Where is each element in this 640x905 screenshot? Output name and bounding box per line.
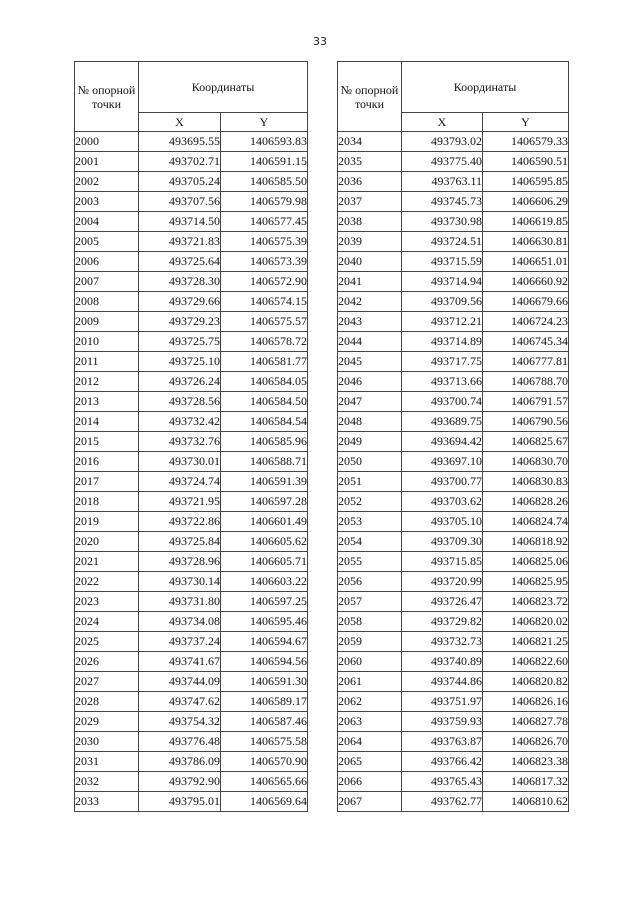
point-number-cell: 2052 (338, 492, 402, 512)
y-coordinate-cell: 1406581.77 (221, 352, 308, 372)
y-coordinate-cell: 1406572.90 (221, 272, 308, 292)
table-row (75, 752, 308, 772)
point-number-cell: 2062 (338, 692, 402, 712)
point-number-cell: 2029 (75, 712, 139, 732)
point-number-cell: 2000 (75, 132, 139, 152)
point-number-cell: 2067 (338, 792, 402, 812)
table-row (75, 652, 308, 672)
point-number-cell: 2002 (75, 172, 139, 192)
y-coordinate-cell: 1406826.70 (483, 732, 569, 752)
table-row (75, 792, 308, 812)
point-number-cell: 2021 (75, 552, 139, 572)
y-coordinate-cell: 1406651.01 (483, 252, 569, 272)
y-coordinate-cell: 1406570.90 (221, 752, 308, 772)
x-coordinate-cell: 493737.24 (139, 632, 221, 652)
x-coordinate-cell: 493722.86 (139, 512, 221, 532)
point-number-cell: 2049 (338, 432, 402, 452)
point-number-cell: 2034 (338, 132, 402, 152)
x-coordinate-cell: 493724.51 (402, 232, 483, 252)
y-coordinate-cell: 1406565.66 (221, 772, 308, 792)
x-coordinate-cell: 493700.74 (402, 392, 483, 412)
y-coordinate-cell: 1406594.67 (221, 632, 308, 652)
table-row (75, 312, 308, 332)
x-coordinate-cell: 493728.96 (139, 552, 221, 572)
y-coordinate-cell: 1406660.92 (483, 272, 569, 292)
y-coordinate-cell: 1406724.23 (483, 312, 569, 332)
table-row (75, 632, 308, 652)
table-row (338, 572, 569, 592)
x-coordinate-cell: 493729.23 (139, 312, 221, 332)
x-coordinate-cell: 493707.56 (139, 192, 221, 212)
y-coordinate-cell: 1406597.25 (221, 592, 308, 612)
table-row (338, 732, 569, 752)
y-coordinate-cell: 1406579.33 (483, 132, 569, 152)
table-row (338, 252, 569, 272)
table-row (338, 312, 569, 332)
table-row (75, 452, 308, 472)
x-coordinate-cell: 493700.77 (402, 472, 483, 492)
y-coordinate-cell: 1406777.81 (483, 352, 569, 372)
x-coordinate-cell: 493751.97 (402, 692, 483, 712)
table-row (338, 192, 569, 212)
table-row (75, 332, 308, 352)
x-coordinate-cell: 493712.21 (402, 312, 483, 332)
table-row (75, 432, 308, 452)
x-coordinate-cell: 493754.32 (139, 712, 221, 732)
table-row (338, 172, 569, 192)
x-coordinate-cell: 493725.64 (139, 252, 221, 272)
y-coordinate-cell: 1406825.95 (483, 572, 569, 592)
table-row (75, 712, 308, 732)
point-number-cell: 2056 (338, 572, 402, 592)
y-coordinate-cell: 1406574.15 (221, 292, 308, 312)
x-coordinate-cell: 493697.10 (402, 452, 483, 472)
x-coordinate-cell: 493765.43 (402, 772, 483, 792)
x-coordinate-cell: 493709.30 (402, 532, 483, 552)
point-number-header: № опорной точки (338, 62, 402, 132)
x-coordinate-cell: 493705.10 (402, 512, 483, 532)
table-row (75, 132, 308, 152)
point-number-cell: 2066 (338, 772, 402, 792)
table-row (75, 272, 308, 292)
point-number-cell: 2019 (75, 512, 139, 532)
table-row (338, 412, 569, 432)
x-coordinate-cell: 493726.24 (139, 372, 221, 392)
point-number-cell: 2065 (338, 752, 402, 772)
y-coordinate-cell: 1406575.39 (221, 232, 308, 252)
table-row (338, 432, 569, 452)
y-coordinate-cell: 1406569.64 (221, 792, 308, 812)
point-number-cell: 2008 (75, 292, 139, 312)
y-coordinate-cell: 1406593.83 (221, 132, 308, 152)
table-row (75, 352, 308, 372)
x-coordinate-cell: 493766.42 (402, 752, 483, 772)
point-number-cell: 2044 (338, 332, 402, 352)
x-coordinate-cell: 493715.85 (402, 552, 483, 572)
x-coordinate-cell: 493732.76 (139, 432, 221, 452)
x-coordinate-cell: 493734.08 (139, 612, 221, 632)
point-number-cell: 2050 (338, 452, 402, 472)
point-number-cell: 2053 (338, 512, 402, 532)
y-coordinate-cell: 1406591.15 (221, 152, 308, 172)
point-number-cell: 2041 (338, 272, 402, 292)
y-coordinate-cell: 1406823.72 (483, 592, 569, 612)
point-number-cell: 2040 (338, 252, 402, 272)
table-row (338, 472, 569, 492)
y-coordinate-cell: 1406822.60 (483, 652, 569, 672)
point-number-cell: 2023 (75, 592, 139, 612)
y-coordinate-cell: 1406825.06 (483, 552, 569, 572)
table-row (338, 772, 569, 792)
y-coordinate-cell: 1406591.39 (221, 472, 308, 492)
y-coordinate-cell: 1406830.70 (483, 452, 569, 472)
y-coordinate-cell: 1406679.66 (483, 292, 569, 312)
table-row (75, 392, 308, 412)
table-row (338, 492, 569, 512)
point-number-cell: 2005 (75, 232, 139, 252)
point-number-cell: 2048 (338, 412, 402, 432)
x-coordinate-cell: 493717.75 (402, 352, 483, 372)
table-row (75, 592, 308, 612)
point-number-cell: 2035 (338, 152, 402, 172)
y-coordinate-cell: 1406603.22 (221, 572, 308, 592)
y-coordinate-cell: 1406824.74 (483, 512, 569, 532)
x-coordinate-cell: 493725.10 (139, 352, 221, 372)
point-number-cell: 2003 (75, 192, 139, 212)
x-coordinate-cell: 493744.09 (139, 672, 221, 692)
x-coordinate-cell: 493705.24 (139, 172, 221, 192)
table-row (338, 452, 569, 472)
y-coordinate-cell: 1406597.28 (221, 492, 308, 512)
table-row (338, 372, 569, 392)
x-coordinate-cell: 493786.09 (139, 752, 221, 772)
y-coordinate-cell: 1406817.32 (483, 772, 569, 792)
y-coordinate-cell: 1406823.38 (483, 752, 569, 772)
point-number-cell: 2004 (75, 212, 139, 232)
y-coordinate-cell: 1406825.67 (483, 432, 569, 452)
x-coordinate-cell: 493740.89 (402, 652, 483, 672)
x-coordinate-cell: 493721.95 (139, 492, 221, 512)
y-coordinate-cell: 1406605.71 (221, 552, 308, 572)
point-number-cell: 2054 (338, 532, 402, 552)
x-coordinate-cell: 493731.80 (139, 592, 221, 612)
y-coordinate-cell: 1406585.96 (221, 432, 308, 452)
table-row (338, 592, 569, 612)
point-number-cell: 2007 (75, 272, 139, 292)
table-row (338, 132, 569, 152)
y-coordinate-cell: 1406745.34 (483, 332, 569, 352)
table-row (75, 672, 308, 692)
point-number-cell: 2060 (338, 652, 402, 672)
table-row (338, 692, 569, 712)
table-row (338, 352, 569, 372)
point-number-cell: 2033 (75, 792, 139, 812)
point-number-cell: 2013 (75, 392, 139, 412)
x-coordinate-cell: 493763.11 (402, 172, 483, 192)
point-number-cell: 2047 (338, 392, 402, 412)
y-coordinate-cell: 1406828.26 (483, 492, 569, 512)
point-number-cell: 2014 (75, 412, 139, 432)
point-number-cell: 2030 (75, 732, 139, 752)
x-coordinate-cell: 493759.93 (402, 712, 483, 732)
y-coordinate-cell: 1406630.81 (483, 232, 569, 252)
table-row (338, 712, 569, 732)
point-number-header: № опорной точки (75, 62, 139, 132)
y-coordinate-cell: 1406587.46 (221, 712, 308, 732)
x-coordinate-cell: 493709.56 (402, 292, 483, 312)
coordinates-table-left (74, 61, 308, 812)
table-row (75, 292, 308, 312)
point-number-cell: 2046 (338, 372, 402, 392)
x-coordinate-cell: 493730.14 (139, 572, 221, 592)
y-coordinate-cell: 1406575.58 (221, 732, 308, 752)
y-coordinate-cell: 1406820.02 (483, 612, 569, 632)
x-coordinate-cell: 493776.48 (139, 732, 221, 752)
point-number-cell: 2017 (75, 472, 139, 492)
y-coordinate-cell: 1406595.46 (221, 612, 308, 632)
x-coordinate-cell: 493775.40 (402, 152, 483, 172)
y-coordinate-cell: 1406810.62 (483, 792, 569, 812)
table-row (75, 612, 308, 632)
y-coordinate-cell: 1406589.17 (221, 692, 308, 712)
y-coordinate-cell: 1406595.85 (483, 172, 569, 192)
y-coordinate-cell: 1406606.29 (483, 192, 569, 212)
x-coordinate-cell: 493703.62 (402, 492, 483, 512)
table-row (75, 532, 308, 552)
point-number-cell: 2022 (75, 572, 139, 592)
y-coordinate-cell: 1406827.78 (483, 712, 569, 732)
x-coordinate-cell: 493728.56 (139, 392, 221, 412)
point-number-cell: 2057 (338, 592, 402, 612)
point-number-cell: 2051 (338, 472, 402, 492)
x-coordinate-cell: 493694.42 (402, 432, 483, 452)
x-coordinate-cell: 493726.47 (402, 592, 483, 612)
coordinates-header: Координаты (139, 62, 308, 113)
x-coordinate-cell: 493695.55 (139, 132, 221, 152)
coordinates-table-right (337, 61, 569, 812)
y-coordinate-cell: 1406619.85 (483, 212, 569, 232)
point-number-cell: 2064 (338, 732, 402, 752)
point-number-cell: 2016 (75, 452, 139, 472)
table-row (75, 472, 308, 492)
x-coordinate-cell: 493714.89 (402, 332, 483, 352)
point-number-cell: 2059 (338, 632, 402, 652)
y-coordinate-cell: 1406790.56 (483, 412, 569, 432)
y-coordinate-cell: 1406575.57 (221, 312, 308, 332)
point-number-cell: 2001 (75, 152, 139, 172)
point-number-cell: 2061 (338, 672, 402, 692)
point-number-cell: 2042 (338, 292, 402, 312)
x-coordinate-cell: 493728.30 (139, 272, 221, 292)
y-coordinate-cell: 1406577.45 (221, 212, 308, 232)
point-number-cell: 2010 (75, 332, 139, 352)
point-number-cell: 2055 (338, 552, 402, 572)
table-row (75, 172, 308, 192)
y-coordinate-cell: 1406820.82 (483, 672, 569, 692)
point-number-cell: 2011 (75, 352, 139, 372)
table-row (75, 572, 308, 592)
table-row (338, 632, 569, 652)
point-number-cell: 2020 (75, 532, 139, 552)
table-row (75, 732, 308, 752)
y-coordinate-cell: 1406601.49 (221, 512, 308, 532)
point-number-cell: 2028 (75, 692, 139, 712)
point-number-cell: 2026 (75, 652, 139, 672)
table-row (338, 612, 569, 632)
x-coordinate-cell: 493729.66 (139, 292, 221, 312)
page-number: 33 (313, 35, 327, 48)
y-coordinate-cell: 1406791.57 (483, 392, 569, 412)
x-coordinate-cell: 493745.73 (402, 192, 483, 212)
table-row (75, 252, 308, 272)
y-coordinate-cell: 1406584.50 (221, 392, 308, 412)
table-row (75, 692, 308, 712)
point-number-cell: 2045 (338, 352, 402, 372)
table-row (338, 752, 569, 772)
point-number-cell: 2015 (75, 432, 139, 452)
y-coordinate-cell: 1406588.71 (221, 452, 308, 472)
x-coordinate-cell: 493724.74 (139, 472, 221, 492)
x-coordinate-cell: 493730.98 (402, 212, 483, 232)
point-number-cell: 2032 (75, 772, 139, 792)
table-row (75, 212, 308, 232)
x-coordinate-cell: 493730.01 (139, 452, 221, 472)
point-number-cell: 2058 (338, 612, 402, 632)
y-coordinate-cell: 1406584.54 (221, 412, 308, 432)
x-coordinate-cell: 493689.75 (402, 412, 483, 432)
x-coordinate-cell: 493729.82 (402, 612, 483, 632)
y-coordinate-cell: 1406818.92 (483, 532, 569, 552)
y-coordinate-cell: 1406591.30 (221, 672, 308, 692)
x-coordinate-cell: 493744.86 (402, 672, 483, 692)
table-row (75, 372, 308, 392)
y-header: Y (483, 113, 569, 132)
table-row (75, 772, 308, 792)
x-coordinate-cell: 493714.94 (402, 272, 483, 292)
x-coordinate-cell: 493795.01 (139, 792, 221, 812)
table-row (338, 272, 569, 292)
x-coordinate-cell: 493725.84 (139, 532, 221, 552)
point-number-cell: 2012 (75, 372, 139, 392)
point-number-cell: 2006 (75, 252, 139, 272)
table-row (338, 232, 569, 252)
x-header: X (139, 113, 221, 132)
point-number-cell: 2037 (338, 192, 402, 212)
point-number-cell: 2063 (338, 712, 402, 732)
x-coordinate-cell: 493763.87 (402, 732, 483, 752)
y-coordinate-cell: 1406821.25 (483, 632, 569, 652)
table-row (338, 532, 569, 552)
x-header: X (402, 113, 483, 132)
x-coordinate-cell: 493747.62 (139, 692, 221, 712)
point-number-cell: 2031 (75, 752, 139, 772)
point-number-cell: 2009 (75, 312, 139, 332)
x-coordinate-cell: 493713.66 (402, 372, 483, 392)
y-coordinate-cell: 1406584.05 (221, 372, 308, 392)
x-coordinate-cell: 493720.99 (402, 572, 483, 592)
point-number-cell: 2043 (338, 312, 402, 332)
point-number-cell: 2038 (338, 212, 402, 232)
x-coordinate-cell: 493793.02 (402, 132, 483, 152)
table-row (75, 232, 308, 252)
table-row (338, 672, 569, 692)
table-row (75, 512, 308, 532)
x-coordinate-cell: 493725.75 (139, 332, 221, 352)
y-coordinate-cell: 1406579.98 (221, 192, 308, 212)
x-coordinate-cell: 493714.50 (139, 212, 221, 232)
y-coordinate-cell: 1406830.83 (483, 472, 569, 492)
y-coordinate-cell: 1406590.51 (483, 152, 569, 172)
table-row (338, 392, 569, 412)
y-coordinate-cell: 1406578.72 (221, 332, 308, 352)
table-row (338, 152, 569, 172)
table-row (75, 492, 308, 512)
x-coordinate-cell: 493741.67 (139, 652, 221, 672)
x-coordinate-cell: 493792.90 (139, 772, 221, 792)
y-header: Y (221, 113, 308, 132)
y-coordinate-cell: 1406585.50 (221, 172, 308, 192)
point-number-cell: 2039 (338, 232, 402, 252)
table-row (75, 412, 308, 432)
table-row (338, 212, 569, 232)
table-row (338, 552, 569, 572)
y-coordinate-cell: 1406788.70 (483, 372, 569, 392)
y-coordinate-cell: 1406594.56 (221, 652, 308, 672)
table-row (338, 292, 569, 312)
point-number-cell: 2025 (75, 632, 139, 652)
x-coordinate-cell: 493715.59 (402, 252, 483, 272)
table-row (75, 152, 308, 172)
coordinates-header: Координаты (402, 62, 569, 113)
x-coordinate-cell: 493762.77 (402, 792, 483, 812)
y-coordinate-cell: 1406826.16 (483, 692, 569, 712)
x-coordinate-cell: 493702.71 (139, 152, 221, 172)
x-coordinate-cell: 493721.83 (139, 232, 221, 252)
table-row (338, 652, 569, 672)
point-number-cell: 2024 (75, 612, 139, 632)
point-number-cell: 2036 (338, 172, 402, 192)
table-row (338, 792, 569, 812)
point-number-cell: 2018 (75, 492, 139, 512)
y-coordinate-cell: 1406605.62 (221, 532, 308, 552)
table-row (338, 332, 569, 352)
point-number-cell: 2027 (75, 672, 139, 692)
y-coordinate-cell: 1406573.39 (221, 252, 308, 272)
x-coordinate-cell: 493732.73 (402, 632, 483, 652)
table-row (338, 512, 569, 532)
table-row (75, 552, 308, 572)
table-row (75, 192, 308, 212)
x-coordinate-cell: 493732.42 (139, 412, 221, 432)
